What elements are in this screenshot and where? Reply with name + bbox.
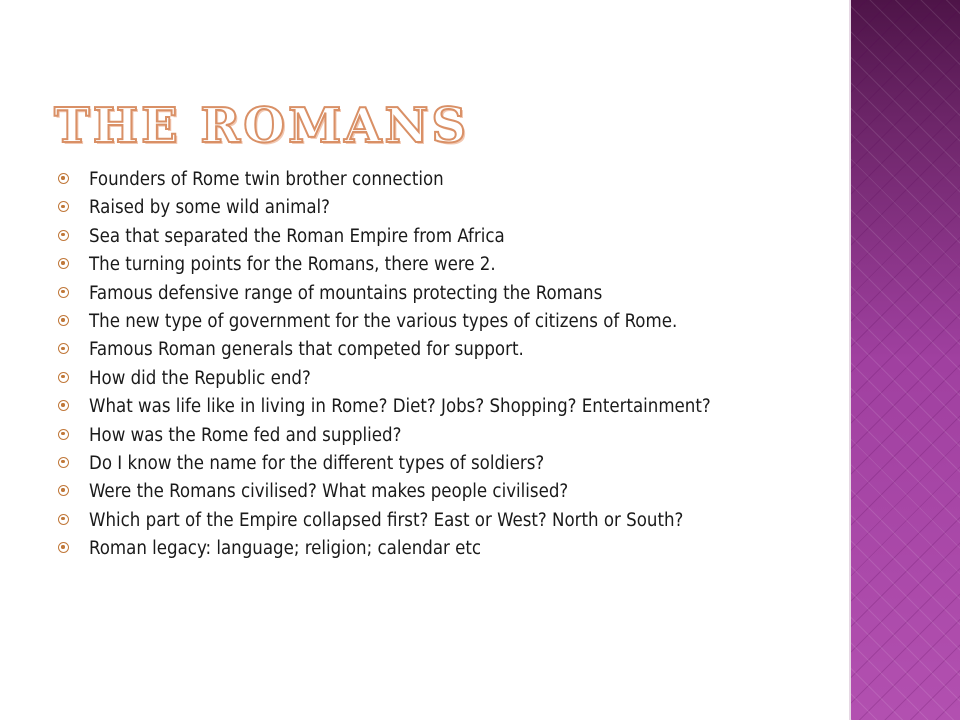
list-item [58, 227, 798, 247]
list-item [58, 426, 798, 446]
bullet-icon [58, 315, 69, 326]
bullet-icon [58, 514, 69, 525]
bullet-icon [58, 258, 69, 269]
list-item [58, 284, 798, 304]
list-item [58, 511, 798, 531]
list-item [58, 198, 798, 218]
list-item [58, 255, 798, 275]
bullet-icon [58, 485, 69, 496]
list-item-text: Which part of the Empire collapsed first? East or West? North or South? [89, 509, 684, 531]
list-item [58, 454, 798, 474]
bullet-icon [58, 400, 69, 411]
list-item [58, 482, 798, 502]
list-item-text: Do I know the name for the different types of soldiers? [89, 452, 545, 474]
list-item-text: Famous Roman generals that competed for support. [89, 339, 524, 361]
bullet-icon [58, 230, 69, 241]
bullet-list [58, 170, 798, 567]
list-item-text: The turning points for the Romans, there were 2. [89, 254, 496, 276]
decorative-side-panel [849, 0, 960, 720]
list-item [58, 397, 798, 417]
list-item [58, 340, 798, 360]
slide-title: THE ROMANS [54, 98, 469, 154]
list-item-text: Sea that separated the Roman Empire from Africa [89, 225, 505, 247]
bullet-icon [58, 457, 69, 468]
list-item-text: Famous defensive range of mountains protecting the Romans [89, 282, 603, 304]
list-item [58, 312, 798, 332]
list-item [58, 539, 798, 559]
bullet-icon [58, 173, 69, 184]
bullet-icon [58, 372, 69, 383]
bullet-icon [58, 287, 69, 298]
bullet-icon [58, 343, 69, 354]
list-item-text: Roman legacy: language; religion; calendar etc [89, 538, 482, 560]
list-item [58, 170, 798, 190]
bullet-icon [58, 201, 69, 212]
list-item-text: How did the Republic end? [89, 367, 311, 389]
list-item-text: Raised by some wild animal? [89, 197, 331, 219]
list-item-text: The new type of government for the various types of citizens of Rome. [89, 310, 678, 332]
list-item-text: What was life like in living in Rome? Diet? Jobs? Shopping? Entertainment? [89, 396, 711, 418]
bullet-icon [58, 542, 69, 553]
list-item-text: How was the Rome fed and supplied? [89, 424, 402, 446]
list-item-text: Founders of Rome twin brother connection [89, 169, 444, 190]
list-item [58, 369, 798, 389]
list-item-text: Were the Romans civilised? What makes people civilised? [89, 481, 569, 503]
bullet-icon [58, 429, 69, 440]
